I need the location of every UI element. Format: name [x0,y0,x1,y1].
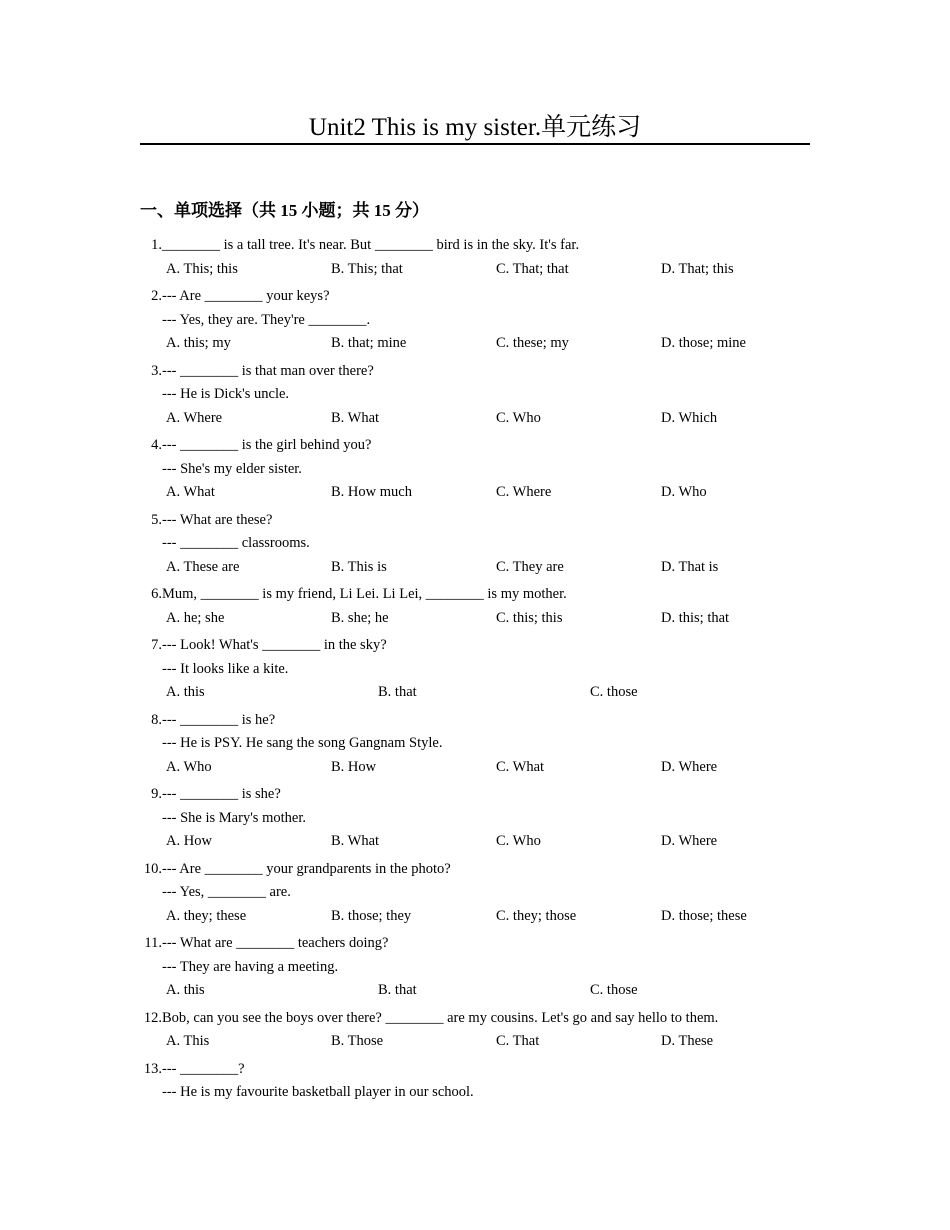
answer-option: C. they; those [496,907,577,924]
question-text: --- What are these? [162,511,273,528]
answer-option: B. This is [331,558,387,575]
answer-option: C. these; my [496,335,569,351]
question-text: --- Yes, ________ are. [162,884,291,900]
question-12 [140,1007,820,1054]
question-number: 7. [151,637,162,653]
question-text: --- It looks like a kite. [162,660,289,677]
answer-option: D. These [661,1033,714,1049]
question-8 [140,709,820,780]
answer-option: C. Where [496,484,552,500]
answer-option: A. These are [166,558,240,575]
question-10 [140,858,820,929]
question-text: --- He is my favourite basketball player in our school. [162,1084,474,1100]
question-text: --- He is Dick's uncle. [162,386,290,402]
question-number: 6. [151,586,162,602]
answer-option: B. that; mine [331,335,407,351]
answer-options [140,905,820,929]
answer-option: A. This [166,1033,210,1049]
question-text: --- ________? [162,1060,245,1077]
question-text: Bob, can you see the boys over there? ________ are my cousins. Let's go and say hello to them. [162,1009,719,1026]
question-number: 11. [144,935,162,951]
question-7 [140,634,820,705]
question-number: 12. [143,1009,162,1026]
question-line [140,1007,820,1031]
question-6 [140,583,820,630]
question-number: 8. [151,711,162,728]
question-line [140,634,820,658]
answer-options [140,258,820,282]
answer-option: A. he; she [166,609,225,626]
answer-option: B. How much [331,484,412,500]
question-line [140,858,820,882]
question-text: --- ________ is that man over there? [162,362,374,379]
answer-option: D. Where [661,758,718,775]
question-line [140,932,820,956]
answer-option: B. Those [331,1033,384,1049]
answer-option: C. What [496,758,545,775]
answer-options [140,756,820,780]
question-line [140,285,820,309]
question-text: --- What are ________ teachers doing? [162,935,389,951]
answer-option: B. What [331,833,380,849]
question-line [140,532,820,556]
answer-options [140,481,820,505]
question-number: 13. [143,1060,162,1077]
question-line [140,658,820,682]
page-title: Unit2 This is my sister.单元练习 [308,114,642,141]
question-text: --- He is PSY. He sang the song Gangnam Style. [162,735,443,751]
question-number: 10. [143,860,162,877]
answer-option: A. this [166,982,205,998]
question-line [140,732,820,756]
question-line [140,360,820,384]
question-line [140,309,820,333]
question-text: ________ is a tall tree. It's near. But ________ bird is in the sky. It's far. [162,237,580,253]
question-number: 2. [151,288,162,304]
answer-option: A. Who [166,758,212,775]
answer-options [140,407,820,431]
question-3 [140,360,820,431]
question-line [140,583,820,607]
answer-option: D. That is [661,558,719,575]
answer-option: D. That; this [661,260,734,277]
question-line [140,807,820,831]
answer-option: C. That [496,1033,540,1049]
question-text: --- ________ classrooms. [162,535,310,551]
answer-option: C. They are [496,558,564,575]
question-text: --- ________ is the girl behind you? [162,437,372,453]
answer-option: B. those; they [331,907,412,924]
answer-option: D. Where [661,833,718,849]
answer-options [140,830,820,854]
question-text: --- She's my elder sister. [162,460,302,477]
answer-options [140,979,820,1003]
answer-option: C. those [590,684,638,700]
question-text: --- Yes, they are. They're ________. [162,311,371,328]
question-line [140,1058,820,1082]
question-2 [140,285,820,356]
answer-options [140,332,820,356]
answer-option: C. Who [496,833,541,849]
question-13 [140,1058,820,1105]
question-text: --- Are ________ your keys? [162,288,330,304]
question-line [140,881,820,905]
question-text: --- Look! What's ________ in the sky? [162,637,387,653]
question-text: Mum, ________ is my friend, Li Lei. Li Lei, ________ is my mother. [162,586,567,602]
answer-options [140,681,820,705]
answer-option: C. this; this [496,609,563,626]
question-line [140,509,820,533]
answer-option: C. That; that [496,260,569,277]
question-text: --- ________ is she? [162,786,281,802]
question-line [140,434,820,458]
answer-option: D. Which [661,409,718,426]
question-number: 5. [151,511,162,528]
answer-options [140,556,820,580]
answer-option: B. that [378,684,417,700]
question-text: --- They are having a meeting. [162,958,339,975]
question-line [140,783,820,807]
question-list [140,234,820,1109]
question-text: --- ________ is he? [162,711,276,728]
question-line [140,956,820,980]
question-number: 9. [151,786,162,802]
question-line [140,383,820,407]
answer-option: A. Where [166,409,223,426]
question-1 [140,234,820,281]
answer-option: A. This; this [166,260,238,277]
answer-option: D. those; mine [661,335,746,351]
answer-option: D. Who [661,484,707,500]
question-number: 3. [151,362,162,379]
question-line [140,709,820,733]
question-11 [140,932,820,1003]
answer-option: B. that [378,982,417,998]
answer-option: D. this; that [661,609,730,626]
answer-option: C. Who [496,409,541,426]
question-line [140,234,820,258]
answer-option: B. she; he [331,609,389,626]
question-9 [140,783,820,854]
question-number: 1. [151,237,162,253]
answer-option: A. What [166,484,215,500]
answer-option: A. they; these [166,907,247,924]
question-text: --- She is Mary's mother. [162,809,306,826]
answer-option: A. this [166,684,205,700]
question-4 [140,434,820,505]
answer-option: D. those; these [661,907,747,924]
answer-option: B. How [331,758,377,775]
answer-options [140,1030,820,1054]
question-line [140,458,820,482]
question-5 [140,509,820,580]
answer-option: C. those [590,982,638,998]
answer-option: B. What [331,409,380,426]
answer-options [140,607,820,631]
question-number: 4. [151,437,162,453]
answer-option: B. This; that [331,260,403,277]
title-underline [140,143,810,145]
question-text: --- Are ________ your grandparents in the photo? [162,860,451,877]
answer-option: A. How [166,833,212,849]
answer-option: A. this; my [166,335,231,351]
question-line [140,1081,820,1105]
section-heading: 一、单项选择（共 15 小题；共 15 分） [140,201,429,220]
